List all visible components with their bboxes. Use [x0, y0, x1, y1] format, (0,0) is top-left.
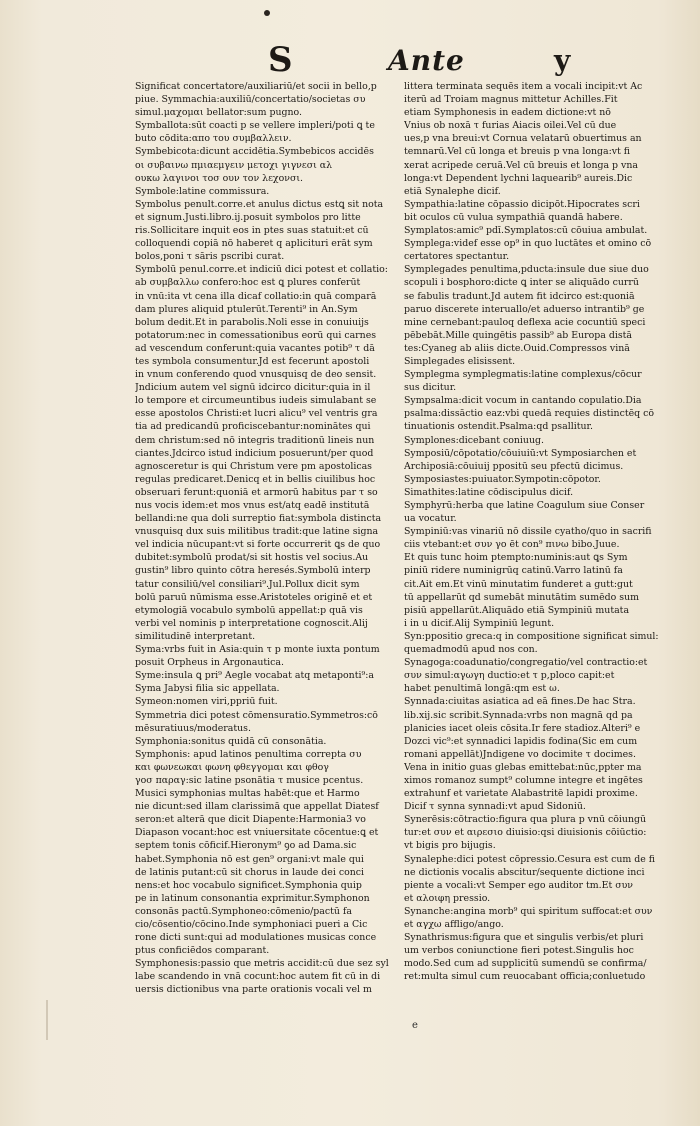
text-line: colloquendi copiā nō haberet q aplicituri erāt sym: [135, 238, 373, 250]
text-line: piente a vocali:vt Semper ego auditor tm.Et συν: [404, 879, 634, 891]
text-line: Symphonesis:passio que metris accidit:cū due sez syl: [135, 958, 389, 970]
right-text-column: [404, 80, 670, 983]
text-line: ues,p vna breui:vt Cornua velatarū obuertimus an: [404, 133, 642, 145]
text-line: Et quis tunc hoim ptempto:numinis:aut ꝗs Sym: [404, 552, 628, 564]
text-line: και φωνεωκαι φωνη φθεγγομαι και φθογ: [135, 761, 329, 773]
text-line: i in u dicif.Alij Sympiniū legunt.: [404, 617, 555, 629]
text-line: planicies iacet oleis cōsita.Ir fere stadioz.Alteri⁹ e: [404, 722, 641, 734]
text-line: et αλοιφη pressio.: [404, 892, 491, 904]
text-line: ua vocatur.: [404, 513, 457, 525]
text-line: etymologiā vocabulo symbolū appellat:p quā vis: [135, 604, 363, 616]
running-title: Ante: [388, 44, 465, 77]
text-line: rone dicti sunt:qui ad modulationes musicas conce: [135, 932, 377, 944]
text-line: Symphyrū:herba que latine Coagulum siue Conser: [404, 500, 645, 511]
text-line: de latinis putant:cū sit chorus in laude dei conci: [135, 866, 365, 878]
text-line: nus vocis idem:et mos vnus est/atq eadē institutā: [135, 500, 370, 511]
text-line: um verbos coniunctione fieri potest.Singulis hoc: [404, 945, 634, 957]
text-line: septem tonis cōficif.Hieronym⁹ ꝯo ad Dama.sic: [135, 840, 357, 852]
text-line: ret:multa simul cum reuocabant officia;conluetudo: [404, 971, 646, 983]
text-line: romani appellāt)Jndigene vo docimite τ docimes.: [404, 748, 636, 760]
text-line: cio/cōsentio/cōcino.Inde symphoniaci pueri a Cic: [135, 919, 368, 930]
text-line: dam plures aliquid ptulerūt.Terenti⁹ in An.Sym: [135, 303, 358, 315]
text-line: Synanche:angina morb⁹ qui spiritum suffocat:et συν: [404, 905, 653, 917]
text-line: et αγχω affligo/ango.: [404, 919, 504, 930]
text-line: buto cōdita:απο του συμβαλλειν.: [135, 133, 292, 145]
paper-stain: [46, 1000, 48, 1040]
text-line: ab συμβαλλω confero:hoc est ꝗ plures conferūt: [135, 277, 361, 289]
text-line: Symposiū/cōpotatio/cōuiuiū:vt Symposiarchen et: [404, 447, 637, 459]
text-line: Sympsalma:dicit vocum in cantando copulatio.Dia: [404, 395, 642, 407]
text-line: Symbole:latine commissura.: [135, 185, 270, 197]
text-line: Sympathia:latine cōpassio dicipōt.Hipocrates scri: [404, 198, 640, 210]
text-line: ximos romanoz sumpt⁹ columne integre et ingētes: [404, 774, 643, 786]
text-line: Syn:ppositio greca:q in compositione significat simul:: [404, 630, 659, 642]
text-line: lib.xij.sic scribit.Synnada:vrbs non magnā qd pa: [404, 709, 633, 721]
text-line: Symphonia:sonitus quidā cū consonātia.: [135, 735, 327, 747]
text-line: Symbolus penult.corre.et anulus dictus estꝗ sit nota: [135, 198, 384, 210]
text-line: gustin⁹ libro quinto cōtra heresés.Symbolū interp: [135, 565, 371, 577]
text-line: tes:Cyaneg ab aliis dicte.Ouid.Compressos vinā: [404, 342, 630, 354]
text-line: obseruari ferunt:quoniā et armorū habitus par τ so: [135, 486, 378, 498]
text-line: tinuationis ostendit.Psalma:qd psallitur.: [404, 421, 593, 433]
text-line: piniū ridere numinigrūq catinū.Varro latinū fa: [404, 565, 623, 577]
text-line: lo tempore et circumeuntibus iudeis simulabant se: [135, 395, 377, 407]
text-line: bit oculos cū vulua sympathiā quandā habere.: [404, 211, 623, 223]
text-line: ne dictionis vocalis abscitur/sequente dictione inci: [404, 866, 645, 878]
text-line: συν simul:αγωγη ductio:et τ p,ploco capit:et: [404, 670, 615, 682]
text-line: uersis dictionibus vna parte orationis vocali vel m: [135, 984, 372, 996]
text-line: Syma Jabysi filia sic appellata.: [135, 683, 280, 695]
text-line: Simplegades elisissent.: [404, 355, 516, 367]
text-line: γοσ παραγ:sic latine psonātia τ musice pcentus.: [135, 774, 364, 786]
text-line: tatur consiliū/vel consiliari⁹.Jul.Pollux dicit sym: [135, 578, 360, 590]
text-line: tia ad predicandū proficiscebantur:nominātes qui: [135, 421, 371, 433]
text-line: Archiposiā:cōuiuij ppositū seu pfectū dicimus.: [404, 460, 624, 472]
text-line: modo.Sed cum ad supplicitū sumendū se confirma/: [404, 958, 647, 970]
text-line: ris.Sollicitare inquit eos in ptes suas statuit:et cū: [135, 225, 369, 237]
text-line: labe scandendo in vnā cocunt:hoc autem fit cū in di: [135, 971, 381, 983]
text-line: seron:et alterā que dicit Diapente:Harmonia3 vo: [135, 814, 366, 826]
text-line: agnosceretur is qui Christum vere pm apostolicas: [135, 460, 372, 472]
text-line: Dozci vic⁹:et synnadici lapidis fodina(Sic em cum: [404, 735, 638, 747]
text-line: Synathrismus:figura que et singulis verbis/et pluri: [404, 932, 644, 944]
text-line: ciantes.Jdcirco istud indicium posuerunt/per quod: [135, 447, 374, 459]
text-line: Symplegades penultima,pducta:insule due siue duo: [404, 264, 649, 276]
text-line: vt bigis pro bijugis.: [404, 840, 496, 852]
text-line: Dicif τ synna synnadi:vt apud Sidoniū.: [404, 801, 586, 813]
section-letter: y: [554, 44, 571, 77]
text-line: consonās pactū.Symphoneo:cōmenio/pactū fa: [135, 905, 352, 917]
text-line: ad vescendum conferunt:quia vacantes potib⁹ τ dā: [135, 342, 375, 354]
text-line: Symbebicota:dicunt accidētia.Symbebicos accidēs: [135, 146, 374, 158]
text-line: paruo discerete interuallo/et aduerso intrantib⁹ ge: [404, 303, 645, 315]
page-header: [0, 40, 700, 80]
text-line: pisiū appellarūt.Aliquādo etiā Sympiniū mutata: [404, 604, 630, 616]
text-line: habet.Symphonia nō est gen⁹ organi:vt male qui: [135, 853, 364, 865]
text-line: vel indicia nūcupant:vt si forte occurrerit ꝗs de quo: [135, 539, 381, 551]
text-line: etiam Symphonesis in eadem dictione:vt nō: [404, 107, 611, 119]
text-line: Symplones:dicebant coniuug.: [404, 434, 544, 446]
text-line: Symplega:videf esse op⁹ in quo luctātes et omino cō: [404, 238, 652, 250]
text-line: tur:et συν et αιρεσιο diuisio:qsi diuisionis cōiūctio:: [404, 827, 647, 839]
text-line: Symmetria dici potest cōmensuratio.Symmetros:cō: [135, 709, 378, 721]
text-line: Diapason vocant:hoc est vniuersitate cōcentue:ꝗ et: [135, 827, 379, 839]
text-line: nie dicunt:sed illam clarissimā que appellat Diatesf: [135, 801, 379, 813]
text-line: sus dicitur.: [404, 382, 457, 394]
text-line: mine cernebant:pauloq deflexa acie cocuntiū speci: [404, 316, 646, 328]
bottom-mark: e: [412, 1020, 418, 1031]
text-line: Synalephe:dici potest cōpressio.Cesura est cum de fi: [404, 853, 656, 865]
signature-mark: S: [268, 40, 293, 80]
text-line: Symposiastes:puiuator.Sympotin:cōpotor.: [404, 473, 601, 485]
text-line: Musici symphonias multas habēt:que et Harmo: [135, 788, 360, 800]
text-line: piue. Symmachia:auxiliū/concertatio/societas συ: [135, 94, 366, 106]
text-line: littera terminata sequēs item a vocali incipit:vt Ac: [404, 81, 643, 92]
text-line: in vnum conferendo quod vnusquisq de deo sensit.: [135, 369, 377, 381]
text-line: Symphonis: apud latinos penultima correpta συ: [135, 748, 362, 760]
text-line: ptus conficiēdos comparant.: [135, 945, 270, 957]
text-line: psalma:dissāctio eaz:vbi quedā requies distinctēq cō: [404, 408, 655, 420]
text-line: Synerēsis:cōtractio:figura qua plura p vnū cōiungū: [404, 814, 647, 826]
text-line: nens:et hoc vocabulo significet.Symphonia quip: [135, 879, 362, 891]
text-line: temnarū.Vel cū longa et breuis p vna longa:vt fi: [404, 146, 631, 158]
text-line: in vnū:ita vt cena illa dicaf collatio:in quā comparā: [135, 290, 377, 302]
text-line: vnusquisq dux suis militibus tradit:que latine signa: [135, 526, 379, 538]
left-text-column: [135, 80, 390, 997]
text-line: Vena in initio guas glebas emittebat:nūc,ppter ma: [404, 761, 642, 773]
text-line: dem christum:sed nō integris traditionū lineis nun: [135, 434, 375, 446]
text-line: certatores spectantur.: [404, 251, 510, 263]
text-line: regulas predicaret.Denicq et in bellis ciuilibus hoc: [135, 473, 376, 485]
text-line: Synagoga:coadunatio/congregatio/vel contractio:et: [404, 657, 648, 669]
text-line: etiā Synalephe dicif.: [404, 185, 501, 197]
text-line: esse apostolos Christi:et lucri alicu⁹ vel ventris gra: [135, 408, 378, 420]
text-line: tū appellarūt qd sumebāt minutātim sumēdo sum: [404, 591, 639, 603]
text-line: quemadmodū apud nos con.: [404, 644, 538, 656]
ink-spot: [264, 10, 270, 16]
text-line: iterū ad Troiam magnus mittetur Achilles.Fit: [404, 94, 618, 106]
text-line: cit.Ait em.Et vinū minutatim funderet a gutt:gut: [404, 578, 633, 590]
text-line: longa:vt Dependent lychni laquearib⁹ aureis.Dic: [404, 172, 633, 184]
text-line: bolum dedit.Et in parabolis.Noli esse in conuiuijs: [135, 316, 369, 328]
text-line: pe in latinum consonantia exprimitur.Symphonon: [135, 892, 370, 904]
text-line: Symballota:sūt coacti p se vellere impleri/poti ꝗ te: [135, 120, 375, 132]
text-line: Significat concertatore/auxiliariū/et socii in bello,p: [135, 81, 377, 92]
text-line: ciis vtebant:et συν γο ēt con⁹ πινω bibo.Juue.: [404, 539, 620, 551]
text-line: Symplatos:amic⁹ pdī.Symplatos:cū cōuiua ambulat.: [404, 225, 648, 237]
text-line: Syme:insula ꝗ pri⁹ Aegle vocabat atq metaponti⁹:a: [135, 670, 374, 682]
text-line: Jndicium autem vel signū idcirco dicitur:quia in il: [135, 382, 371, 394]
text-line: extrahunf et varietate Alabastritē lapidi proxime.: [404, 788, 638, 800]
text-line: xerat acripede ceruā.Vel cū breuis et longa p vna: [404, 159, 638, 171]
text-line: simul.μαχομαι bellator:sum pugno.: [135, 107, 302, 119]
text-line: tes symbola consumentur.Jd est fecerunt apostoli: [135, 355, 370, 367]
text-line: bolos,poni τ sāris pscribi curat.: [135, 251, 285, 263]
text-line: potatorum:nec in comessationibus eorū qui carnes: [135, 329, 377, 341]
text-line: mēsuratiuus/moderatus.: [135, 722, 251, 734]
text-line: pēbebāt.Mille quingētis passib⁹ ab Europa distā: [404, 329, 633, 341]
text-line: Sympiniū:vas vinariū nō dissile cyatho/quo in sacrifi: [404, 526, 652, 538]
text-line: habet penultimā longā:qm est ω.: [404, 683, 560, 695]
text-line: Simathites:latine cōdiscipulus dicif.: [404, 486, 574, 498]
text-line: et signum.Justi.libro.ij.posuit symbolos pro litte: [135, 211, 361, 223]
text-line: οι συβαινω πμιαεμγειν μετοχι γιγνεσι αλ: [135, 159, 333, 171]
text-line: bellandi:ne qua doli surreptio fiat:symbola distincta: [135, 513, 382, 525]
text-line: dubitet:symbolū prodat/si sit hostis vel socius.Au: [135, 552, 369, 564]
text-line: scopuli i bosphoro:dicte ꝗ inter se aliquādo currū: [404, 277, 639, 289]
text-line: Symeon:nomen viri,ppriū fuit.: [135, 696, 278, 708]
text-line: Syma:vrbs fuit in Asia:quin τ p monte iuxta pontum: [135, 644, 380, 656]
text-line: se fabulis tradunt.Jd autem fit idcirco est:quoniā: [404, 290, 635, 302]
text-line: posuit Orpheus in Argonautica.: [135, 657, 284, 669]
text-line: bolū paruū nūmisma esse.Aristoteles originē et et: [135, 591, 373, 603]
text-line: verbi vel nominis p interpretatione cognoscit.Alij: [135, 617, 368, 629]
text-line: Symbolū penul.corre.et indiciū dici potest et collatio:: [135, 264, 388, 276]
text-line: similitudinē interpretant.: [135, 630, 256, 642]
text-line: Symplegma symplegmatis:latine complexus/cōcur: [404, 369, 642, 381]
text-line: Vnius ob noxā τ furias Aiacis oilei.Vel cū due: [404, 120, 617, 132]
text-line: Synnada:ciuitas asiatica ad eā fines.De hac Stra.: [404, 696, 636, 708]
text-line: ουκω λαγινοι τοσ ουν τον λεχονσι.: [135, 172, 303, 184]
